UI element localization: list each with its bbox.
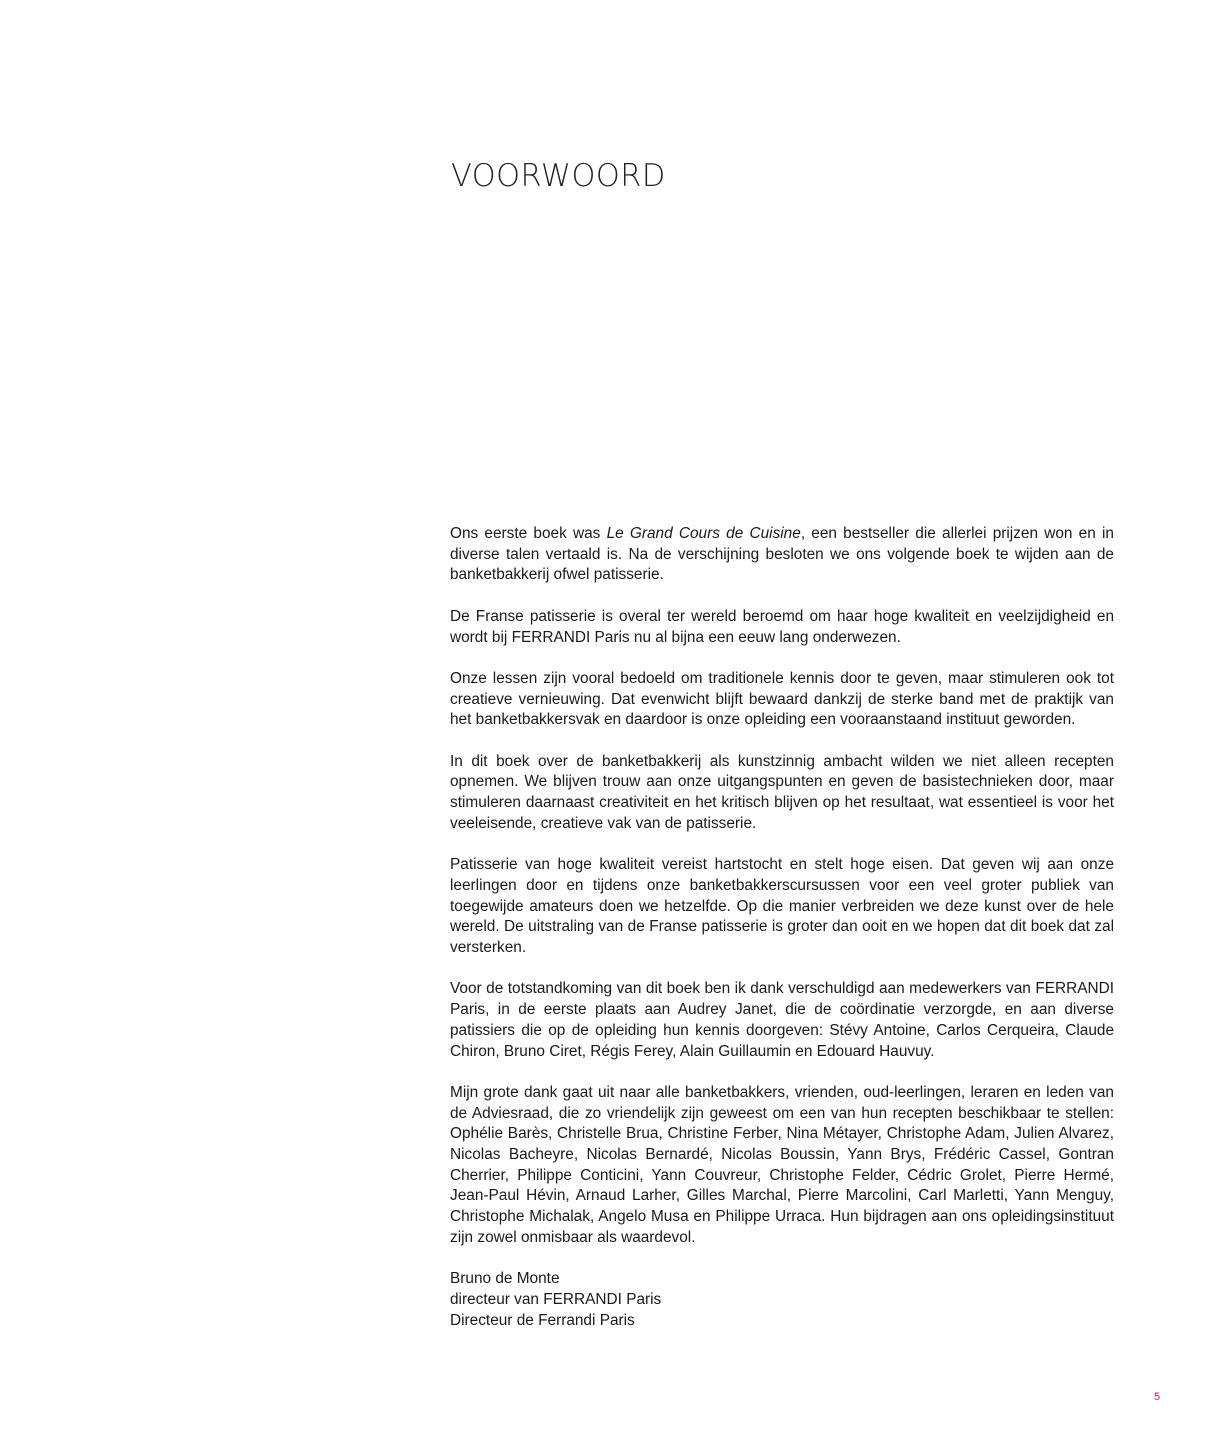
paragraph-7: Mijn grote dank gaat uit naar alle banketbakkers, vrienden, oud-leerlingen, leraren en leden van de Adviesraad, die zo vriendelijk zijn geweest om een van hun recepten beschikbaar te stellen: Ophélie Barès, Christelle Brua, Christine Ferber, Nina Métayer, Christophe Adam, Julien Alvarez, Nicolas Bacheyre, Nicolas Bernardé, Nicolas Boussin, Yann Brys, Frédéric Cassel, Gontran Cherrier, Philippe Conticini, Yann Couvreur, Christophe Felder, Cédric Grolet, Pierre Hermé, Jean-Paul Hévin, Arnaud Larher, Gilles Marchal, Pierre Marcolini, Carl Marletti, Yann Menguy, Christophe Michalak, Angelo Musa en Philippe Urraca. Hun bijdragen aan ons opleidingsinstituut zijn zowel onmisbaar als waardevol.	[450, 1083, 1114, 1246]
paragraph-1: Ons eerste boek was Le Grand Cours de Cuisine, een bestseller die allerlei prijzen won en in diverse talen vertaald is. Na de verschijning besloten we ons volgende boek te wijden aan de banketbakkerij ofwel patisserie.	[450, 525, 1114, 584]
brand-name: FERRANDI Paris	[511, 628, 630, 646]
page-title: VOORWOORD	[451, 158, 666, 194]
paragraph-4: In dit boek over de banketbakkerij als kunstzinnig ambacht wilden we niet alleen recepten opnemen. We blijven trouw aan onze uitgangspunten en geven de basistechnieken door, maar stimuleren daarnaast creativiteit en het kritisch blijven op het resultaat, wat essentieel is voor het veeleisende, creatieve vak van de patisserie.	[450, 752, 1114, 832]
signature-role-fr: Directeur de Ferrandi Paris	[450, 1311, 635, 1329]
paragraph-2: De Franse patisserie is overal ter wereld beroemd om haar hoge kwaliteit en veelzijdigheid en wordt bij FERRANDI Paris nu al bijna een eeuw lang onderwezen.	[450, 607, 1114, 646]
signature-name: Bruno de Monte	[450, 1270, 560, 1288]
brand-name: FERRANDI Paris	[450, 980, 1114, 1019]
signature	[450, 1269, 1114, 1331]
foreword-body	[450, 524, 1114, 1352]
paragraph-6: Voor de totstandkoming van dit boek ben ik dank verschuldigd aan medewerkers van FERRANDI Paris, in de eerste plaats aan Audrey Janet, die de coördinatie verzorgde, en aan diverse patissiers die op de opleiding hun kennis doorgeven: Stévy Antoine, Carlos Cerqueira, Claude Chiron, Bruno Ciret, Régis Ferey, Alain Guillaumin en Edouard Hauvuy.	[450, 980, 1114, 1060]
page-number: 5	[1154, 1391, 1161, 1403]
paragraph-5: Patisserie van hoge kwaliteit vereist hartstocht en stelt hoge eisen. Dat geven wij aan onze leerlingen door en tijdens onze banketbakkerscursussen voor een veel groter publiek van toegewijde amateurs doen we hetzelfde. Op die manier verbreiden we deze kunst over de hele wereld. De uitstraling van de Franse patisserie is groter dan ooit en we hopen dat dit boek dat zal versterken.	[450, 856, 1114, 956]
paragraph-3: Onze lessen zijn vooral bedoeld om traditionele kennis door te geven, maar stimuleren ook tot creatieve vernieuwing. Dat evenwicht blijft bewaard dankzij de sterke band met de praktijk van het banketbakkersvak en daardoor is onze opleiding een vooraanstaand instituut geworden.	[450, 669, 1114, 729]
signature-role-nl: directeur van FERRANDI Paris	[450, 1290, 662, 1308]
book-title: Le Grand Cours de Cuisine	[606, 525, 801, 542]
